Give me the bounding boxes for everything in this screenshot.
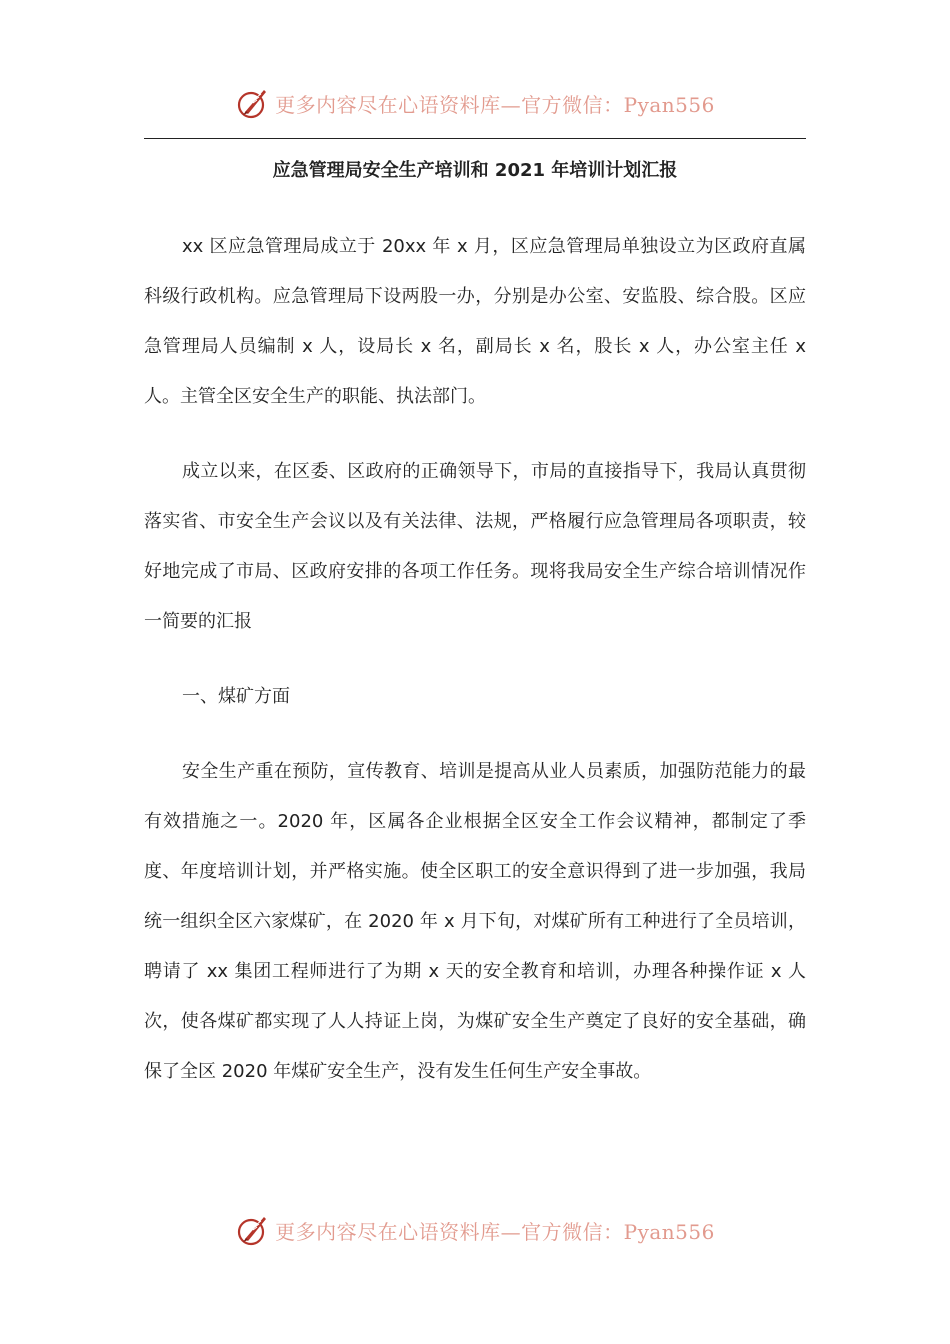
section-heading-coal-mine: 一、煤矿方面 bbox=[182, 686, 290, 707]
feather-pen-logo-icon bbox=[235, 85, 271, 121]
paragraph-intro: xx 区应急管理局成立于 20xx 年 x 月，区应急管理局单独设立为区政府直属科级行政机构。应急管理局下设两股一办，分别是办公室、安监股、综合股。区应急管理局人员编制 x 人，设局长 x 名，副局长 x 名，股长 x 人，办公室主任 x 人。主管全区安全生产的职能、执法部门。 bbox=[144, 236, 806, 407]
paragraph-coal-mine-training: 安全生产重在预防，宣传教育、培训是提高从业人员素质，加强防范能力的最有效措施之一。2020 年，区属各企业根据全区安全工作会议精神，都制定了季度、年度培训计划，并严格实施。使全区职工的安全意识得到了进一步加强，我局统一组织全区六家煤矿，在 2020 年 x 月下旬，对煤矿所有工种进行了全员培训，聘请了 xx 集团工程师进行了为期 x 天的安全教育和培训，办理各种操作证 x 人次，使各煤矿都实现了人人持证上岗，为煤矿安全生产奠定了良好的安全基础，确保了全区 2020 年煤矿安全生产，没有发生任何生产安全事故。 bbox=[144, 761, 806, 1082]
document-body bbox=[144, 222, 806, 1122]
paragraph-achievements: 成立以来，在区委、区政府的正确领导下，市局的直接指导下，我局认真贯彻落实省、市安全生产会议以及有关法律、法规，严格履行应急管理局各项职责，较好地完成了市局、区政府安排的各项工作任务。现将我局安全生产综合培训情况作一简要的汇报 bbox=[144, 461, 806, 632]
footer-banner-text: 更多内容尽在心语资料库—官方微信：Pyan556 bbox=[275, 1219, 715, 1244]
header-banner bbox=[0, 83, 950, 123]
header-banner-text: 更多内容尽在心语资料库—官方微信：Pyan556 bbox=[275, 92, 715, 117]
footer-banner bbox=[0, 1210, 950, 1250]
document-title: 应急管理局安全生产培训和 2021 年培训计划汇报 bbox=[272, 160, 678, 181]
header-divider bbox=[144, 138, 806, 139]
feather-pen-logo-icon bbox=[235, 1212, 271, 1248]
